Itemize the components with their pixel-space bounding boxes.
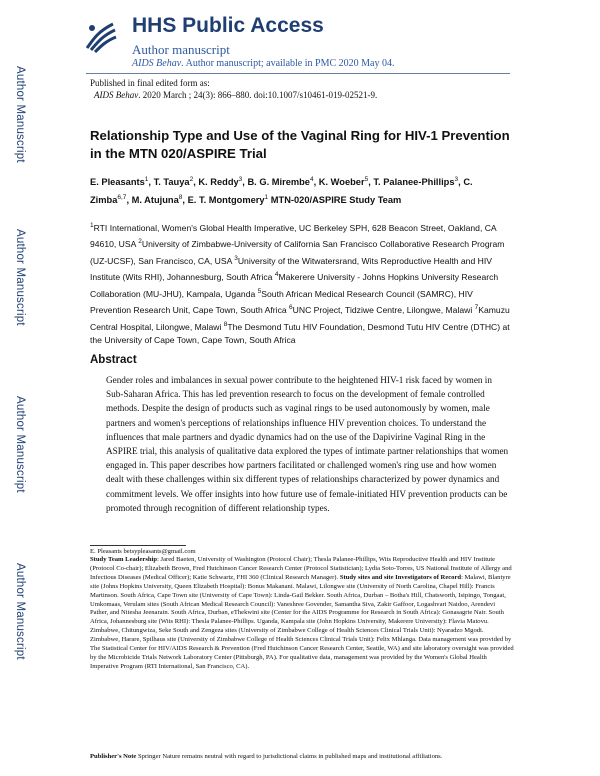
publication-details — [94, 90, 377, 100]
author-name: K. Woeber — [318, 177, 365, 188]
author-affiliation-ref: 1 — [264, 194, 269, 202]
sidebar-author-manuscript-label: Author Manuscript — [14, 396, 26, 493]
author-name: K. Reddy — [198, 177, 239, 188]
affiliation-text: Makerere University - Johns Hopkins University Research Collaboration (MU-JHU), Kampala, Uganda — [90, 272, 499, 299]
author-affiliation-ref: 5 — [364, 176, 369, 183]
team-label: Study Team Leadership — [90, 556, 158, 563]
affiliation-number: 6 — [289, 304, 293, 312]
affiliation-text: Kamuzu Central Hospital, Lilongwe, Malawi — [90, 305, 510, 332]
author-affiliation-ref: 3 — [238, 176, 243, 183]
corresponding-email: E. Pleasants betsypleasants@gmail.com — [90, 548, 196, 555]
affiliation-number: 3 — [234, 254, 238, 262]
article-title: Relationship Type and Use of the Vaginal Ring for HIV-1 Prevention in the MTN 020/ASPIRE Trial — [90, 128, 510, 161]
author-name: C. Zimba — [90, 177, 473, 206]
affiliation-list — [90, 219, 514, 348]
affiliation-number: 4 — [274, 271, 279, 279]
author-affiliation-ref: 2 — [189, 176, 194, 183]
abstract-heading: Abstract — [90, 354, 137, 366]
study-team-footnote — [90, 556, 514, 672]
sidebar-author-manuscript-label: Author Manuscript — [14, 563, 26, 660]
header-subtitle: Author manuscript — [132, 42, 230, 57]
affiliation-number: 8 — [223, 320, 228, 328]
footnote-divider — [90, 545, 186, 546]
team-text: : Jared Baeten, University of Washington (Protocol Chair); Thesla Palanee-Phillips, Wits Reproductive Health and HIV Institute (Protocol Co-chair); Elizabeth Brown, Fred Hutchinson Cancer Research Center (Protocol Statistician); Lydia Soto-Torres, US National Institute of Allergy and Infectious Diseases (Medical Officer); Katie Schwartz, FHI 360 (Clinical Research Manager). — [90, 556, 512, 581]
author-affiliation-ref: 4 — [309, 176, 314, 183]
journal-name: AIDS Behav — [132, 58, 182, 69]
header-divider — [86, 73, 510, 74]
publication-citation: . 2020 March ; 24(3): 866–880. doi:10.1007/s10461-019-02521-9. — [138, 90, 378, 100]
affiliation-text: University of the Witwatersrand, Wits Reproductive Health and HIV Institute (Wits RHI), Johannesburg, South Africa — [90, 255, 492, 283]
affiliation-number: 7 — [474, 304, 479, 312]
author-name: T. Palanee-Phillips — [373, 177, 455, 188]
publisher-note — [90, 753, 514, 760]
author-name: B. G. Mirembe — [247, 177, 310, 188]
affiliation-text: South African Medical Research Council (SAMRC), HIV Prevention Research Unit, Cape Town, South Africa — [90, 288, 473, 316]
sidebar-author-manuscript-label: Author Manuscript — [14, 66, 26, 163]
author-affiliation-ref: 8 — [178, 194, 183, 202]
author-affiliation-ref: 1 — [144, 176, 149, 183]
author-name: T. Tauya — [153, 177, 190, 188]
affiliation-number: 1 — [90, 222, 94, 229]
affiliation-text: The Desmond Tutu HIV Foundation, Desmond Tutu HIV Centre (DTHC) at the University of Cape Town, Cape Town, South Africa — [90, 321, 510, 346]
abstract-text: Gender roles and imbalances in sexual power contribute to the heightened HIV-1 risk faced by women in Sub-Saharan Africa. This has led prevention research to focus on the development of female controlled methods. Despite the design of products such as vaginal rings to be used autonomously by women, male partners and women's perceptions of relationships influence HIV prevention choices. To understand the influences that male partners and dyadic dynamics had on the use of the Dapivirine Vaginal Ring in the ASPIRE trial, this analysis of qualitative data explored the types of intimate partner relationships that women engaged in. This paper describes how partners facilitated or challenged women's ring use and how women dealt with these challenges within six different types of relationships characterized by power dynamics and commitment levels. We offer insights into how future use of female-initiated HIV prevention products can be promoted through recognition of different relationship types. — [106, 375, 509, 513]
affiliation-text: RTI International, Women's Global Health Imperative, UC Berkeley SPH, 628 Beacon Street, Oakland, CA 94610, USA — [90, 222, 497, 250]
page-title: HHS Public Access — [132, 14, 324, 37]
publisher-note-label: Publisher's Note — [90, 753, 137, 760]
author-list: E. Pleasants$^1$, T. Tauya$^2$, K. Reddy$^3$, B. G. Mirembe$^4$, K. Woeber$^5$, T. Palanee-Phillips$^3$, C. Zimba$^{6,7}$, M. Atujuna$^8$, E. T. Montgomery$^1$ MTN-020/ASPIRE Study Team — [90, 176, 473, 206]
author-affiliation-ref: 3 — [454, 176, 459, 183]
author-name: E. Pleasants — [90, 177, 145, 188]
author-name: M. Atujuna — [131, 195, 179, 206]
sites-text: : Malawi, Blantyre site (Johns Hopkins University, Queen Elizabeth Hospital): Bonus Makanani. Malawi, Lilongwe site (University of North Carolina, Chapel Hill): Francis Martinson. South Africa, Cape Town site (University of Cape Town): Linda-Gail Bekker. South Africa, Durban – Botha's Hill, Chatsworth, Isipingo, Tongaat, Umkomaas, Verulam sites (South African Medical Research Council): Vaneshree Govender, Samantha Siva, Zakir Gaffoor, Logashvari Naidoo, Arendevi Pather, and Nitesha Jeenarain. South Africa, Durban, eThekwini site (Center for the AIDS Programme for Research in South Africa): Gonasagrie Nair. South Africa, Johannesburg site (Wits RHI): Thesla Palanee-Phillips. Uganda, Kampala site (John Hopkins University, Makerere University): Flavia Matovu. Zimbabwe, Chitungwiza, Seke South and Zengeza sites (University of Zimbabwe College of Health Sciences Clinical Trials Unit): Nyaradzo Mgodi. Zimbabwe, Harare, Spilhaus site (University of Zimbabwe College of Health Sciences Clinical Trials Unit): Felix Mhlanga. Data management was provided by The Statistical Center for HIV/AIDS Research & Prevention (Fred Hutchinson Cancer Research Center, Seattle, WA) and site laboratory oversight was provided by the Microbicide Trials Network Laboratory Center (Pittsburgh, PA). For qualitative data, management was provided by the Women's Global Health Imperative Program (RTI International, San Francisco, CA). — [90, 573, 514, 670]
author-name: MTN-020/ASPIRE Study Team — [270, 195, 402, 206]
sites-label: Study sites and site Investigators of Record — [339, 573, 462, 581]
sidebar-author-manuscript-label: Author Manuscript — [14, 229, 26, 326]
affiliation-text: University of Zimbabwe-University of California San Francisco Collaborative Research Program (UZ-UCSF), San Francisco, CA, USA — [90, 239, 505, 266]
header-journal-availability — [132, 58, 394, 69]
availability-text: . Author manuscript; available in PMC 2020 May 04. — [181, 58, 395, 69]
affiliation-text: UNC Project, Tidziwe Centre, Lilongwe, Malawi — [292, 305, 475, 316]
publication-journal: AIDS Behav — [94, 90, 139, 100]
publisher-note-text: Springer Nature remains neutral with regard to jurisdictional claims in published maps and institutional affiliations. — [136, 753, 443, 760]
published-in-label: Published in final edited form as: — [90, 78, 210, 88]
hhs-eagle-logo-icon — [83, 18, 119, 54]
author-name: E. T. Montgomery — [187, 195, 265, 206]
author-affiliation-ref: 6,7 — [117, 194, 127, 202]
affiliation-number: 2 — [138, 238, 142, 246]
affiliation-number: 5 — [257, 287, 262, 295]
